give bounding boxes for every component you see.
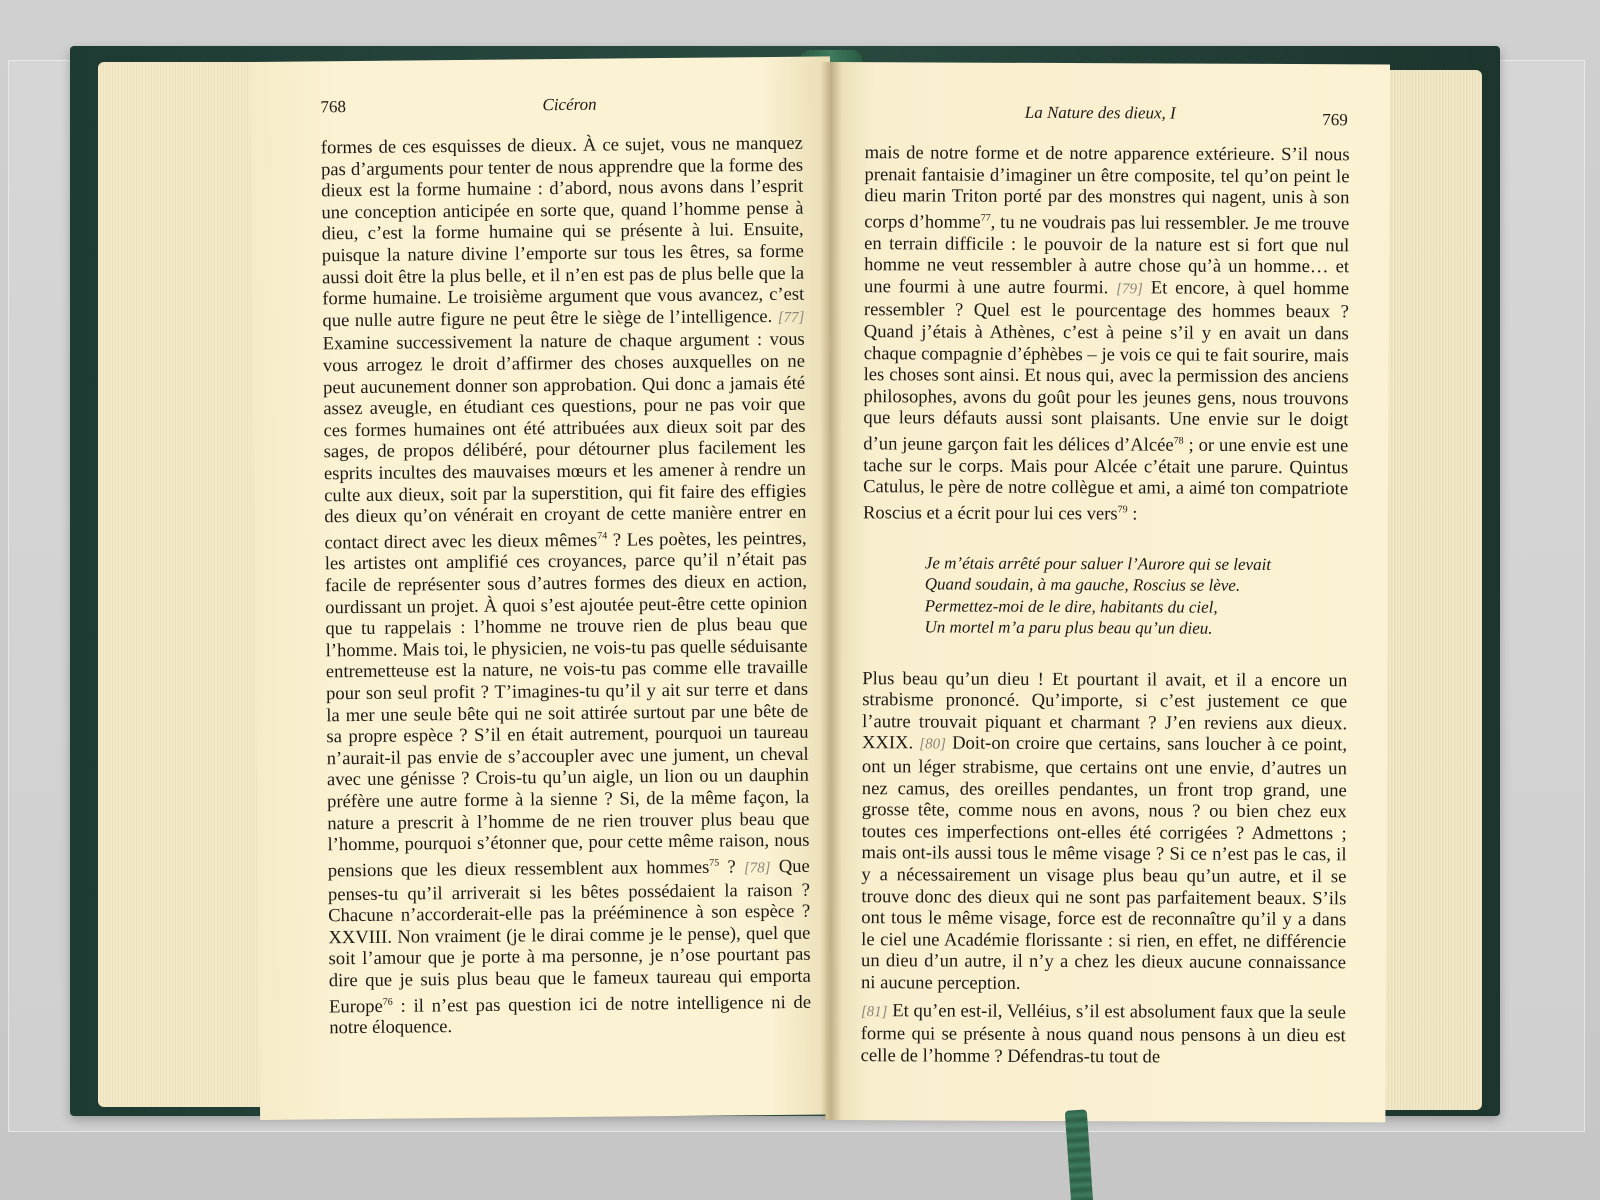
- left-page-stack: [98, 62, 268, 1107]
- right-paragraph: [861, 1000, 1346, 1069]
- poem-line: Je m’étais arrêté pour saluer l’Aurore qui se levait: [924, 553, 1272, 574]
- footnote-ref[interactable]: 76: [382, 996, 393, 1008]
- right-page-body: [861, 142, 1350, 1068]
- section-marker: [79]: [1116, 281, 1143, 298]
- text-run: ?: [727, 856, 736, 878]
- section-marker: [77]: [777, 309, 805, 326]
- text-run: ? Les poètes, les peintres, les artistes ont amplifié ces croyances, parce qu’il n’était pas facile de représenter sous d’autres formes des dieux en action, ourdissant un projet. À quoi s’est ajoutée peut-être cette opinion que tu rappelais : l’homme ne trouve rien de plus beau que l’homme. Mais toi, le physicien, ne vois-tu pas quelle séduisante entremetteuse est la nature, ne vois-tu pas comme elle travaille pour son seul profit ? T’imagines-tu qu’il y ait sur terre et dans la mer une seule bête qui ne soit attirée surtout par une bête de sa propre espèce ? S’il en était autrement, pourquoi un taureau n’aurait-il pas envie de s’accoupler avec une jument, un cheval avec une génisse ? Crois-tu qu’un aigle, un lion ou un dauphin préfère une autre forme à la sienne ? Si, de la même façon, la nature a prescrit à l’homme de ne rien trouver plus beau que l’homme, pourquoi s’étonner que, pour cette même raison, nous pensions que les dieux ressemblent aux hommes: [324, 527, 810, 882]
- text-run: ; or une envie est une tache sur le corps. Mais pour Alcée c’était une parure. Quintus Catulus, le père de notre collègue et ami, a aimé ton compatriote Roscius et a écrit pour lui ces vers: [862, 434, 1349, 525]
- left-paragraph: [321, 133, 812, 1039]
- poem-line: Quand soudain, à ma gauche, Roscius se lève.: [924, 574, 1241, 595]
- left-page-header: [320, 93, 800, 138]
- right-page-header: [865, 102, 1348, 144]
- footnote-ref[interactable]: 74: [597, 530, 608, 542]
- text-run: formes de ces esquisses de dieux. À ce sujet, vous ne manquez pas d’arguments pour tenter de nous apprendre que la forme des dieux est la forme humaine : d’abord, nous avons dans l’esprit une conception anticipée en sorte que, quand l’homme pense à dieu, c’est la forme humaine qui se présente à lui. Ensuite, puisque la nature divine l’emporte sur tous les êtres, sa forme aussi doit être la plus belle, et il n’en est pas de plus belle que la forme humaine. Le troisième argument que vous avancez, c’est que nulle autre figure ne peut être le siège de l’intelligence.: [320, 132, 805, 332]
- section-marker: [78]: [743, 860, 771, 877]
- text-run: Et encore, à quel homme ressembler ? Quel est le pourcentage des hommes beaux ? Quand j’étais à Athènes, c’est à peine s’il y en avait un dans chaque compagnie d’éphèbes – je vois ce qui te fait sourire, mais les choses sont ainsi. Et nous qui, avec la permission des anciens philosophes, avons du goût pour les jeunes gens, nous trouvons que leurs défauts aussi sont plaisants. Une envie sur le doigt d’un jeune garçon fait les délices d’Alcée: [863, 277, 1350, 456]
- text-run: Plus beau qu’un dieu ! Et pourtant il avait, et il a encore un strabisme prononcé. Qu’importe, si c’est justement ce que l’autre trouvait piquant et charmant ? J’en reviens aux dieux. XXIX.: [861, 667, 1348, 754]
- footnote-ref[interactable]: 79: [1117, 504, 1128, 516]
- poem-quote: [924, 552, 1347, 640]
- text-run: Examine successivement la nature de chaque argument : vous vous arrogez le droit d’affirmer des choses auxquelles on ne peut aucunement donner son approbation. Qui donc a jamais été assez aveugle, en étudiant ces questions, pour ne pas voir que ces formes humaines ont été attribuées aux dieux soit par des sages, de propos délibéré, pour détourner plus facilement les esprits incultes des mauvaises mœurs et les amener à rendre un culte aux dieux, soit par la superstition, qui fit faire des effigies des dieux qu’on vénérait en croyant de cette manière entrer en contact direct avec les dieux mêmes: [322, 329, 807, 554]
- page-number-left: 768: [320, 97, 347, 117]
- text-run: Et qu’en est-il, Velléius, s’il est absolument faux que la seule forme qui se présente à nous quand nous pensons à un dieu est celle de l’homme ? Défendras-tu tout de: [860, 999, 1346, 1068]
- footnote-ref[interactable]: 78: [1173, 435, 1184, 447]
- running-head-right: La Nature des dieux, I: [1024, 102, 1176, 123]
- right-paragraph: [863, 142, 1350, 526]
- footnote-ref[interactable]: 77: [980, 212, 991, 224]
- page-number-right: 769: [1322, 110, 1348, 130]
- text-run: Que penses-tu qu’il arriverait si les bêtes possédaient la raison ? Chacune n’accorderait-elle pas la prééminence à son espèce ? XXVIII. Non vraiment (je le dirai comme je le pense), quel que soit l’amour que je porte à ma personne, je n’ose pourtant pas dire que je suis plus beau que le fameux taureau qui emporta Europe: [327, 855, 811, 1018]
- section-marker: [81]: [860, 1003, 888, 1020]
- text-run: : il n’est pas question ici de notre intelligence ni de notre éloquence.: [329, 991, 812, 1039]
- left-page-body: [321, 133, 812, 1039]
- poem-line: Permettez-moi de le dire, habitants du ciel,: [924, 596, 1218, 617]
- right-page: [825, 62, 1390, 1122]
- left-page: [250, 56, 840, 1120]
- text-run: :: [1132, 503, 1138, 525]
- text-run: , tu ne voudrais pas lui ressembler. Je me trouve en terrain difficile : le pouvoir de la nature est si fort que nul homme ne veut ressembler à autre chose qu’à un homme… et une fourmi à une autre fourmi.: [863, 211, 1350, 298]
- poem-line: Un mortel m’a paru plus beau qu’un dieu.: [924, 617, 1213, 638]
- text-run: mais de notre forme et de notre apparence extérieure. S’il nous prenait fantaisie d’imaginer un être composite, tel qu’on peint le dieu marin Triton porté par des monstres qui nagent, unis à son corps d’homme: [864, 142, 1350, 233]
- text-run: Doit-on croire que certains, sans loucher à ce point, ont un léger strabisme, que certains ont une envie, d’autres un nez camus, des oreilles pendantes, un front trop grand, une grosse tête, comme nous en avons, nous ? ou bien chez eux toutes ces imperfections ont-elles été corrigées ? Admettons ; mais ont-ils aussi tous le même visage ? Si ce n’est pas le cas, il y a nécessairement un visage plus beau qu’un autre, et il se trouve donc des dieux qui ne sont pas parfaitement beaux. S’ils ont tous le même visage, force est de reconnaître qu’il y a dans le ciel une Académie florissante : si rien, en effet, ne différencie un dieu d’un autre, il n’y a chez les dieux aucune connaissance ni aucune perception.: [860, 732, 1348, 994]
- section-marker: [80]: [919, 736, 946, 753]
- right-paragraph: [861, 668, 1347, 996]
- running-head-left: Cicéron: [542, 94, 597, 115]
- footnote-ref[interactable]: 75: [709, 857, 720, 869]
